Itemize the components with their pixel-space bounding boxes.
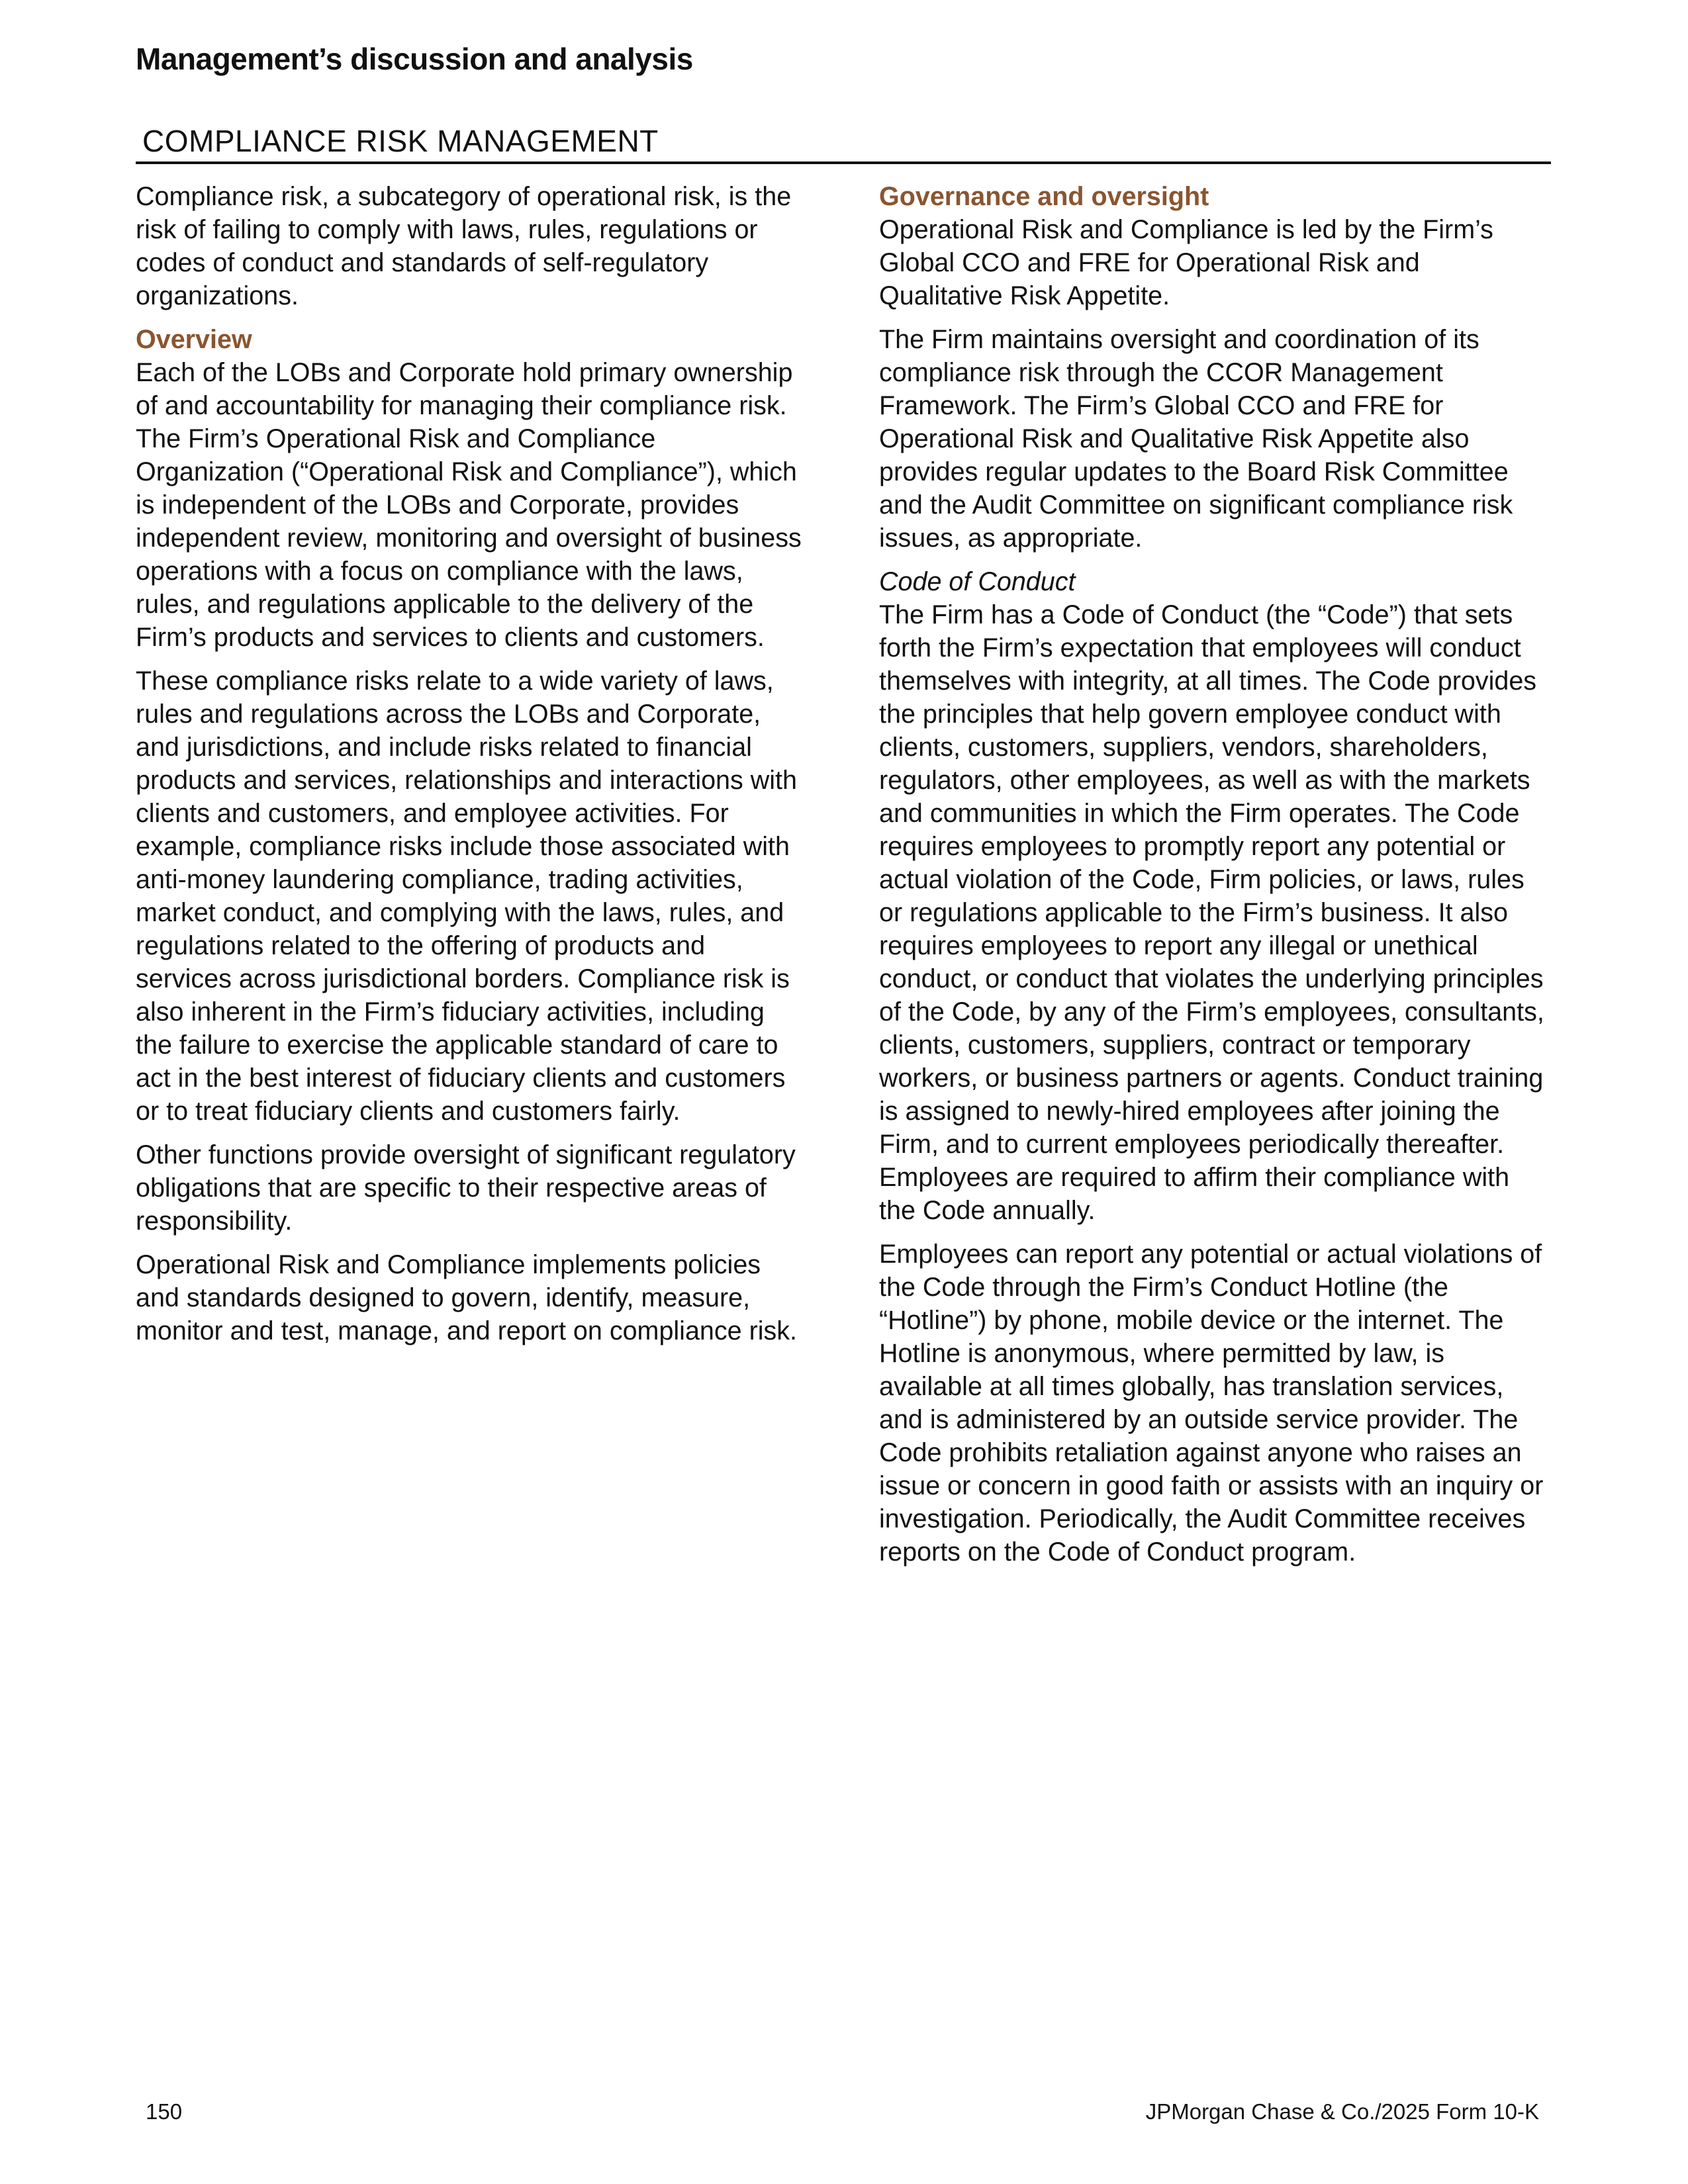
code-paragraph-2: Employees can report any potential or actual violations of the Code through the Firm’s Conduct Hotline (the “Hotline”) by phone, mobile device or the internet. The Hotline is anonymous, where permitted by law, is available at all times globally, has translation services, and is administered by an outside service provider. The Code prohibits retaliation against anyone who raises an issue or concern in good faith or assists with an inquiry or investigation. Periodically, the Audit Committee receives reports on the Code of Conduct program.: [879, 1240, 1544, 1567]
left-column: [136, 180, 804, 1358]
page-number: 150: [146, 2099, 183, 2124]
intro-paragraph: Compliance risk, a subcategory of operational risk, is the risk of failing to comply with laws, rules, regulations or codes of conduct and standards of self-regulatory organizations.: [136, 182, 792, 310]
overview-paragraph-2: These compliance risks relate to a wide variety of laws, rules and regulations across the LOBs and Corporate, and jurisdictions, and include risks related to financial products and services, relationships and interactions with clients and customers, and employee activities. For example, compliance risks include those associated with anti-money laundering compliance, trading activities, market conduct, and complying with the laws, rules, and regulations related to the offering of products and services across jurisdictional borders. Compliance risk is also inherent in the Firm’s fiduciary activities, including the failure to exercise the applicable standard of care to act in the best interest of fiduciary clients and customers or to treat fiduciary clients and customers fairly.: [136, 666, 797, 1126]
overview-paragraph-4: Operational Risk and Compliance implements policies and standards designed to govern, identify, measure, monitor and test, manage, and report on compliance risk.: [136, 1250, 797, 1345]
governance-paragraph-2: The Firm maintains oversight and coordination of its compliance risk through the CCOR Management Framework. The Firm’s Global CCO and FRE for Operational Risk and Qualitative Risk Appetite also provides regular updates to the Board Risk Committee and the Audit Committee on significant compliance risk issues, as appropriate.: [879, 325, 1513, 553]
section-divider: [136, 161, 1551, 164]
code-of-conduct-heading: Code of Conduct: [879, 567, 1076, 596]
governance-paragraph-1: Operational Risk and Compliance is led by the Firm’s Global CCO and FRE for Operational Risk and Qualitative Risk Appetite.: [879, 215, 1493, 310]
page-header-title: Management’s discussion and analysis: [136, 42, 693, 76]
overview-heading: Overview: [136, 325, 252, 354]
section-title: COMPLIANCE RISK MANAGEMENT: [142, 124, 659, 158]
overview-paragraph-1: Each of the LOBs and Corporate hold primary ownership of and accountability for managing their compliance risk. The Firm’s Operational Risk and Compliance Organization (“Operational Risk and Compliance”), which is independent of the LOBs and Corporate, provides independent review, monitoring and oversight of business operations with a focus on compliance with the laws, rules, and regulations applicable to the delivery of the Firm’s products and services to clients and customers.: [136, 358, 802, 652]
footer-source: JPMorgan Chase & Co./2025 Form 10-K: [1145, 2099, 1539, 2124]
code-paragraph-1: The Firm has a Code of Conduct (the “Code”) that sets forth the Firm’s expectation that employees will conduct themselves with integrity, at all times. The Code provides the principles that help govern employee conduct with clients, customers, suppliers, vendors, shareholders, regulators, other employees, as well as with the markets and communities in which the Firm operates. The Code requires employees to promptly report any potential or actual violation of the Code, Firm policies, or laws, rules or regulations applicable to the Firm’s business. It also requires employees to report any illegal or unethical conduct, or conduct that violates the underlying principles of the Code, by any of the Firm’s employees, consultants, clients, customers, suppliers, contract or temporary workers, or business partners or agents. Conduct training is assigned to newly-hired employees after joining the Firm, and to current employees periodically thereafter. Employees are required to affirm their compliance with the Code annually.: [879, 600, 1544, 1225]
right-column: [879, 180, 1548, 1579]
governance-heading: Governance and oversight: [879, 182, 1209, 211]
overview-paragraph-3: Other functions provide oversight of significant regulatory obligations that are specific to their respective areas of responsibility.: [136, 1140, 796, 1236]
